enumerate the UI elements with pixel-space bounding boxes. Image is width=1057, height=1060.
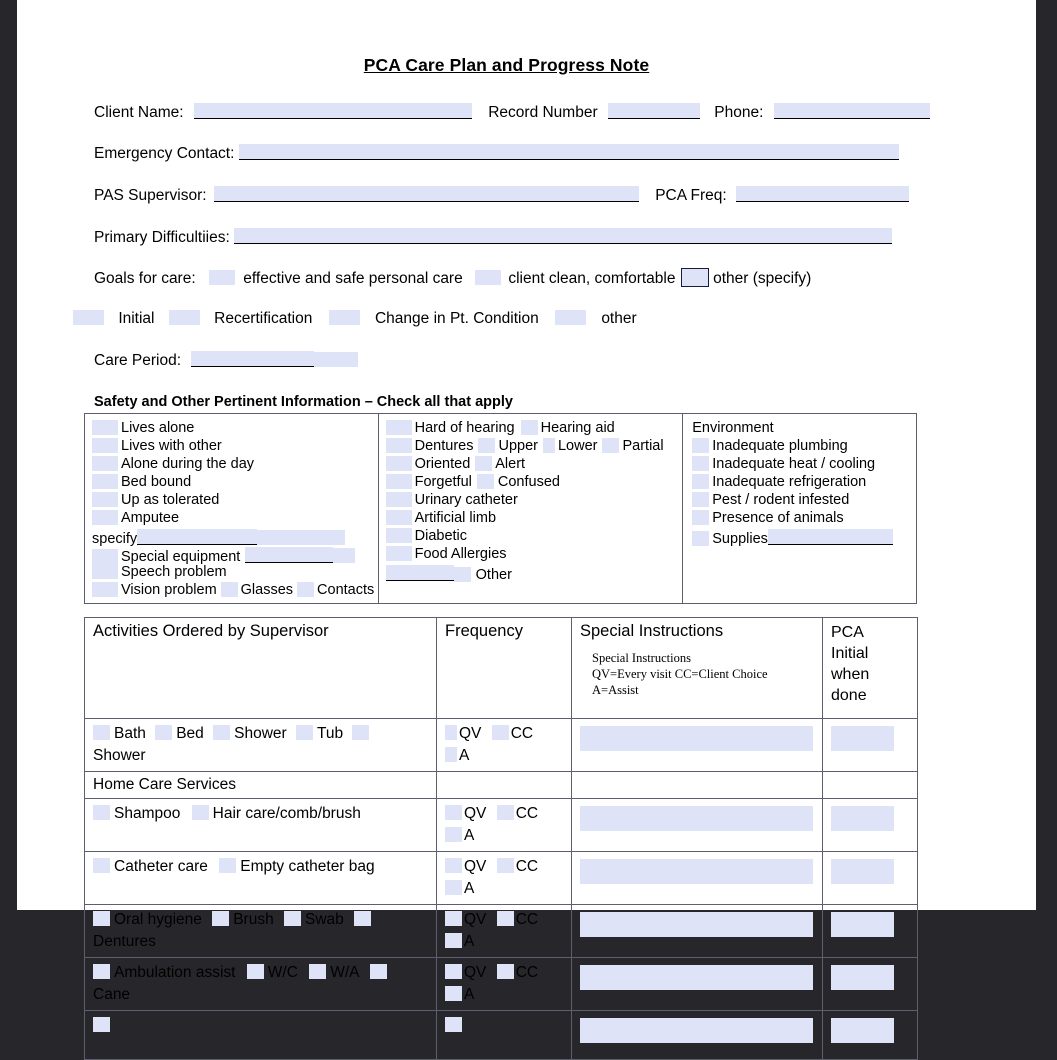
pca-initial-cell <box>823 799 918 852</box>
note-type-recertification-label: Recertification <box>214 310 313 327</box>
safety-item-amputee-specify <box>92 527 378 545</box>
cc-checkbox[interactable] <box>497 964 514 979</box>
frequency-cell-empty <box>437 772 572 799</box>
checkbox[interactable] <box>386 420 412 435</box>
bath-checkbox[interactable] <box>93 725 110 740</box>
safety-item-up-as-tolerated[interactable] <box>92 491 378 509</box>
special-instructions-cell <box>572 1011 823 1060</box>
catheter-care-checkbox[interactable] <box>93 858 110 873</box>
checkbox[interactable] <box>692 492 709 507</box>
label: Bed bound <box>121 474 192 490</box>
alert-checkbox[interactable] <box>475 456 492 471</box>
checkbox[interactable] <box>92 510 118 525</box>
activity-cell-catheter <box>85 852 437 905</box>
label: Vision problem <box>121 582 217 598</box>
qv-checkbox[interactable] <box>445 1017 462 1032</box>
env-spacer-2 <box>692 563 916 581</box>
qv-checkbox[interactable] <box>445 725 457 740</box>
label: Pest / rodent infested <box>712 492 850 508</box>
qv-label: QV <box>459 725 482 742</box>
checkbox[interactable] <box>692 438 709 453</box>
env-spacer-3 <box>692 581 916 599</box>
pca-initial-cell-empty <box>823 772 918 799</box>
lower-label: Lower <box>557 438 598 454</box>
note-type-initial-checkbox[interactable] <box>73 310 104 325</box>
supplies-input[interactable] <box>768 529 893 545</box>
a-checkbox[interactable] <box>445 986 462 1001</box>
confused-checkbox[interactable] <box>477 474 494 489</box>
checkbox[interactable] <box>92 438 118 453</box>
pca-initial-input[interactable] <box>831 859 894 884</box>
label: Amputee <box>121 510 180 526</box>
label: Artificial limb <box>414 510 497 526</box>
client-name-label: Client Name: <box>94 104 184 121</box>
pas-supervisor-input[interactable] <box>214 186 639 202</box>
qv-checkbox[interactable] <box>445 858 462 873</box>
care-period-fill <box>314 352 358 367</box>
note-type-other-checkbox[interactable] <box>555 310 586 325</box>
qv-label: QV <box>464 964 487 981</box>
care-period-label: Care Period: <box>94 352 182 369</box>
safety-item-alone-during-day[interactable] <box>92 455 378 473</box>
activity-cell-oral-hygiene <box>85 905 437 958</box>
activities-table-header-row <box>85 618 918 719</box>
contacts-checkbox[interactable] <box>297 582 314 597</box>
alert-label: Alert <box>495 456 526 472</box>
goal-1-label: effective and safe personal care <box>243 269 463 287</box>
other-checkbox[interactable] <box>454 567 471 582</box>
care-period-input[interactable] <box>191 351 314 367</box>
brush-checkbox[interactable] <box>212 911 229 926</box>
swab-label: Swab <box>305 911 344 928</box>
client-name-input[interactable] <box>194 103 472 119</box>
shower2-checkbox[interactable] <box>352 725 369 740</box>
cc-checkbox[interactable] <box>497 858 514 873</box>
wa-label: W/A <box>330 964 359 981</box>
hair-care-label: Hair care/comb/brush <box>212 805 361 822</box>
label: Up as tolerated <box>121 492 220 508</box>
activity-cell-ambulation <box>85 958 437 1011</box>
activities-table <box>84 617 918 1060</box>
catheter-care-label: Catheter care <box>114 858 208 875</box>
table-row <box>85 905 918 958</box>
brush-label: Brush <box>233 911 274 928</box>
frequency-cell <box>437 852 572 905</box>
qv-checkbox[interactable] <box>445 911 462 926</box>
env-item-pest-rodent-infested[interactable] <box>692 491 916 509</box>
a-checkbox[interactable] <box>445 880 462 895</box>
cc-checkbox[interactable] <box>497 805 514 820</box>
table-row <box>85 852 918 905</box>
pca-initial-cell <box>823 1011 918 1060</box>
pca-initial-cell <box>823 958 918 1011</box>
safety-section-box <box>84 413 917 604</box>
checkbox[interactable] <box>92 456 118 471</box>
env-spacer-1 <box>692 545 916 563</box>
confused-label: Confused <box>497 474 560 490</box>
label: Speech problem <box>121 564 227 580</box>
primary-difficulties-label: Primary Difficultiies: <box>94 229 230 246</box>
safety-item-dentures[interactable] <box>386 437 683 455</box>
label: Inadequate plumbing <box>712 438 848 454</box>
safety-item-lives-with-other[interactable] <box>92 437 378 455</box>
label: specify <box>92 531 138 547</box>
safety-item-amputee[interactable] <box>92 509 378 527</box>
oral-hygiene-label: Oral hygiene <box>114 911 202 928</box>
cane-checkbox[interactable] <box>370 964 387 979</box>
pca-freq-input[interactable] <box>736 186 909 202</box>
checkbox[interactable] <box>692 510 709 525</box>
checkbox[interactable] <box>92 492 118 507</box>
label: Dentures <box>414 438 474 454</box>
label: Forgetful <box>414 474 472 490</box>
wa-checkbox[interactable] <box>309 964 326 979</box>
wc-checkbox[interactable] <box>247 964 264 979</box>
checkbox[interactable] <box>386 456 412 471</box>
note-line-1: Special Instructions <box>592 651 691 665</box>
special-instructions-input[interactable] <box>580 806 813 831</box>
a-label: A <box>464 933 475 950</box>
note-line-3: A=Assist <box>592 683 639 697</box>
pca-freq-label: PCA Freq: <box>655 187 727 204</box>
env-item-inadequate-refrigeration[interactable] <box>692 473 916 491</box>
qv-label: QV <box>464 805 487 822</box>
checkbox[interactable] <box>92 549 118 564</box>
empty-catheter-bag-label: Empty catheter bag <box>240 858 375 875</box>
cc-checkbox[interactable] <box>492 725 509 740</box>
ambulation-assist-label: Ambulation assist <box>114 964 236 981</box>
env-item-presence-of-animals[interactable] <box>692 509 916 527</box>
care-period-row <box>17 328 1036 370</box>
emergency-contact-label: Emergency Contact: <box>94 145 235 162</box>
label: Food Allergies <box>414 546 507 562</box>
header-activities: Activities Ordered by Supervisor <box>85 618 437 719</box>
special-instructions-input[interactable] <box>580 726 813 751</box>
special-instructions-cell <box>572 719 823 772</box>
note-type-row <box>17 288 1036 328</box>
goal-2-label: client clean, comfortable <box>508 269 676 287</box>
safety-column-3 <box>683 414 916 603</box>
empty-catheter-bag-checkbox[interactable] <box>219 858 236 873</box>
upper-label: Upper <box>498 438 538 454</box>
checkbox[interactable] <box>386 474 412 489</box>
safety-item-speech-problem[interactable] <box>92 563 378 581</box>
cc-label: CC <box>515 964 539 981</box>
special-equipment-input[interactable] <box>245 547 333 563</box>
goals-row <box>17 247 1036 288</box>
activity-cell-bath <box>85 719 437 772</box>
safety-column-1 <box>85 414 379 603</box>
swab-checkbox[interactable] <box>284 911 301 926</box>
dentures-label: Dentures <box>93 933 156 950</box>
primary-difficulties-input[interactable] <box>234 228 892 244</box>
label: Lives with other <box>121 438 222 454</box>
a-checkbox[interactable] <box>445 827 462 842</box>
special-instructions-cell <box>572 852 823 905</box>
goals-label: Goals for care: <box>94 269 196 287</box>
contacts-label: Contacts <box>317 582 375 598</box>
record-number-input[interactable] <box>608 103 700 119</box>
label: Special equipment <box>121 549 241 565</box>
label: Inadequate refrigeration <box>712 474 867 490</box>
note-type-change-checkbox[interactable] <box>329 310 360 325</box>
pas-supervisor-label: PAS Supervisor: <box>94 187 207 204</box>
a-label: A <box>464 880 475 897</box>
tub-label: Tub <box>316 725 344 742</box>
environment-title: Environment <box>692 420 774 436</box>
section-label-home-care-services: Home Care Services <box>85 772 437 799</box>
special-instructions-note <box>580 641 816 698</box>
shampoo-label: Shampoo <box>114 805 181 822</box>
special-instructions-input[interactable] <box>580 912 813 937</box>
table-row <box>85 958 918 1011</box>
safety-item-forgetful[interactable] <box>386 473 683 491</box>
other-specify-input[interactable] <box>386 565 454 581</box>
checkbox[interactable] <box>386 492 412 507</box>
note-type-initial-label: Initial <box>118 310 155 327</box>
qv-checkbox[interactable] <box>445 805 462 820</box>
checkbox[interactable] <box>692 474 709 489</box>
safety-item-special-equipment[interactable] <box>92 545 378 563</box>
env-item-inadequate-plumbing[interactable] <box>692 437 916 455</box>
partial-checkbox[interactable] <box>602 438 619 453</box>
checkbox[interactable] <box>92 420 118 435</box>
safety-section-heading: Safety and Other Pertinent Information – Check all that apply <box>94 394 513 410</box>
upper-checkbox[interactable] <box>478 438 495 453</box>
cc-label: CC <box>510 725 534 742</box>
checkbox[interactable] <box>92 582 118 597</box>
checkbox[interactable] <box>386 510 412 525</box>
amputee-specify-input[interactable] <box>137 529 257 545</box>
pca-initial-cell <box>823 905 918 958</box>
shower-label: Shower <box>234 725 287 742</box>
safety-item-urinary-catheter[interactable] <box>386 491 683 509</box>
a-checkbox[interactable] <box>445 747 457 762</box>
label: Lives alone <box>121 420 195 436</box>
table-row <box>85 799 918 852</box>
partial-label: Partial <box>622 438 664 454</box>
pca-initial-input[interactable] <box>831 965 894 990</box>
frequency-cell <box>437 1011 572 1060</box>
frequency-cell <box>437 958 572 1011</box>
record-number-label: Record Number <box>488 104 598 121</box>
label: Diabetic <box>414 528 468 544</box>
checkbox[interactable] <box>692 456 709 471</box>
label: Alone during the day <box>121 456 255 472</box>
special-instructions-input[interactable] <box>580 1018 813 1043</box>
glasses-checkbox[interactable] <box>221 582 238 597</box>
activities-table-wrapper <box>84 617 917 1060</box>
glasses-label: Glasses <box>240 582 294 598</box>
emergency-contact-input[interactable] <box>239 144 899 160</box>
label: Urinary catheter <box>414 492 518 508</box>
checkbox[interactable] <box>386 438 412 453</box>
label: Inadequate heat / cooling <box>712 456 876 472</box>
primary-difficulties-row <box>17 205 1036 247</box>
table-row <box>85 1011 918 1060</box>
special-instructions-input[interactable] <box>580 859 813 884</box>
tub-checkbox[interactable] <box>296 725 313 740</box>
safety-item-lives-alone[interactable] <box>92 419 378 437</box>
wc-label: W/C <box>267 964 298 981</box>
client-name-row <box>17 76 1036 122</box>
shower-checkbox[interactable] <box>213 725 230 740</box>
pca-initial-input[interactable] <box>831 806 894 831</box>
hearing-aid-checkbox[interactable] <box>521 420 538 435</box>
checkbox[interactable] <box>92 474 118 489</box>
special-instructions-cell <box>572 958 823 1011</box>
cane-label: Cane <box>93 986 131 1003</box>
safety-item-artificial-limb[interactable] <box>386 509 683 527</box>
cc-label: CC <box>515 911 539 928</box>
special-instructions-cell <box>572 905 823 958</box>
checkbox[interactable] <box>386 546 412 561</box>
a-label: A <box>464 827 475 844</box>
cc-label: CC <box>515 858 539 875</box>
label: Presence of animals <box>712 510 844 526</box>
table-row <box>85 772 918 799</box>
a-label: A <box>464 986 475 1003</box>
header-special-instructions-title: Special Instructions <box>580 622 724 640</box>
note-type-change-label: Change in Pt. Condition <box>374 310 539 327</box>
shower2-label: Shower <box>93 747 146 764</box>
dentures-checkbox[interactable] <box>354 911 371 926</box>
cc-checkbox[interactable] <box>497 911 514 926</box>
ambulation-assist-checkbox[interactable] <box>93 964 110 979</box>
page-title: PCA Care Plan and Progress Note <box>363 55 650 75</box>
amputee-specify-fill <box>257 530 345 545</box>
header-special-instructions <box>572 618 823 719</box>
checkbox[interactable] <box>386 528 412 543</box>
safety-item-diabetic[interactable] <box>386 527 683 545</box>
next-row-checkbox[interactable] <box>93 1017 110 1032</box>
phone-input[interactable] <box>774 103 930 119</box>
checkbox[interactable] <box>692 531 709 546</box>
goal-2-checkbox[interactable] <box>475 270 501 285</box>
note-type-recertification-checkbox[interactable] <box>169 310 200 325</box>
bed-checkbox[interactable] <box>155 725 172 740</box>
special-instructions-cell-empty <box>572 772 823 799</box>
safety-item-vision-problem[interactable] <box>92 581 378 599</box>
oral-hygiene-checkbox[interactable] <box>93 911 110 926</box>
goal-3-checkbox[interactable] <box>681 268 709 287</box>
pca-initial-input[interactable] <box>831 1018 894 1043</box>
label: Supplies <box>712 531 768 547</box>
pca-initial-input[interactable] <box>831 912 894 937</box>
bed-label: Bed <box>176 725 204 742</box>
qv-label: QV <box>464 858 487 875</box>
frequency-cell <box>437 905 572 958</box>
pas-supervisor-row <box>17 163 1036 205</box>
qv-label: QV <box>464 911 487 928</box>
phone-label: Phone: <box>714 104 764 121</box>
cc-label: CC <box>515 805 539 822</box>
a-label: A <box>459 747 470 764</box>
frequency-cell <box>437 799 572 852</box>
safety-item-oriented[interactable] <box>386 455 683 473</box>
qv-checkbox[interactable] <box>445 964 462 979</box>
pca-initial-cell <box>823 719 918 772</box>
note-line-2: QV=Every visit CC=Client Choice <box>592 667 768 681</box>
note-type-other-label: other <box>601 310 637 327</box>
frequency-cell <box>437 719 572 772</box>
goal-1-checkbox[interactable] <box>209 270 235 285</box>
checkbox[interactable] <box>92 564 118 579</box>
bath-label: Bath <box>114 725 146 742</box>
pca-initial-input[interactable] <box>831 726 894 751</box>
shampoo-checkbox[interactable] <box>93 805 110 820</box>
header-frequency: Frequency <box>437 618 572 719</box>
special-instructions-input[interactable] <box>580 965 813 990</box>
special-equipment-fill <box>333 548 355 563</box>
lower-checkbox[interactable] <box>543 438 555 453</box>
hair-care-checkbox[interactable] <box>192 805 209 820</box>
env-item-supplies[interactable] <box>692 527 916 545</box>
label: Oriented <box>414 456 471 472</box>
safety-column-2 <box>379 414 684 603</box>
safety-item-hard-of-hearing[interactable] <box>386 419 683 437</box>
label: Hard of hearing <box>414 420 515 436</box>
activity-cell-next <box>85 1011 437 1060</box>
activity-cell-shampoo <box>85 799 437 852</box>
document-page <box>17 0 1036 1003</box>
other-label: Other <box>475 567 512 583</box>
emergency-contact-row <box>17 122 1036 163</box>
special-instructions-cell <box>572 799 823 852</box>
safety-item-other[interactable] <box>386 563 683 581</box>
env-item-inadequate-heat-cooling[interactable] <box>692 455 916 473</box>
safety-item-bed-bound[interactable] <box>92 473 378 491</box>
table-row <box>85 719 918 772</box>
header-pca-initial: PCA Initial when done <box>823 618 918 719</box>
pca-initial-cell <box>823 852 918 905</box>
hearing-aid-label: Hearing aid <box>540 420 615 436</box>
goal-3-label: other (specify) <box>713 269 812 287</box>
a-checkbox[interactable] <box>445 933 462 948</box>
safety-item-food-allergies[interactable] <box>386 545 683 563</box>
